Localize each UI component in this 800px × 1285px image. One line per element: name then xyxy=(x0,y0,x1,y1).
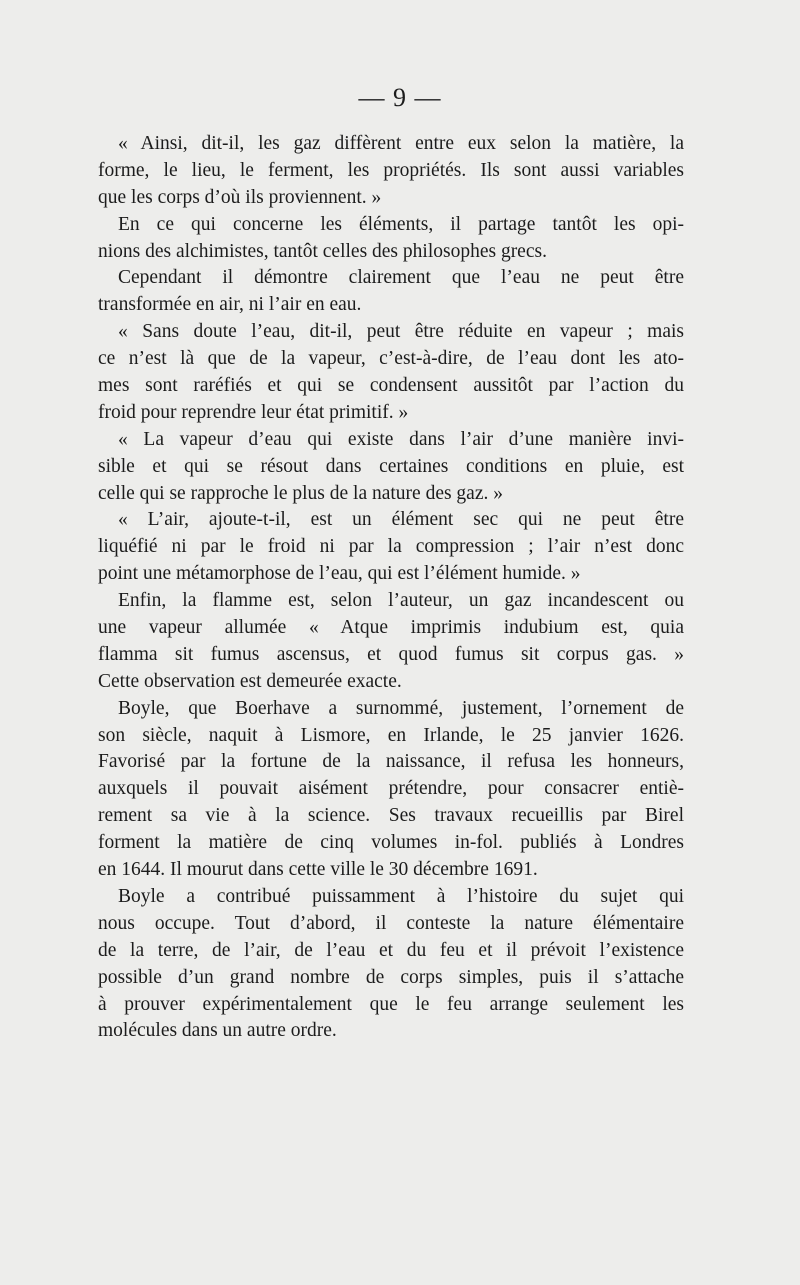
text-line: celle qui se rapproche le plus de la nature des gaz. » xyxy=(98,482,503,504)
text-line: nions des alchimistes, tantôt celles des philosophes grecs. xyxy=(98,240,547,262)
text-line: que les corps d’où ils proviennent. » xyxy=(98,186,382,208)
text-line: une vapeur allumée « Atque imprimis indubium est, quia xyxy=(98,617,684,639)
text-line: de la terre, de l’air, de l’eau et du feu et il prévoit l’existence xyxy=(98,939,684,961)
text-line: ce n’est là que de la vapeur, c’est-à-dire, de l’eau dont les ato- xyxy=(98,348,684,370)
text-line: En ce qui concerne les éléments, il partage tantôt les opi- xyxy=(118,213,684,235)
text-line: forment la matière de cinq volumes in-fol. publiés à Londres xyxy=(98,832,684,854)
text-line: « Ainsi, dit-il, les gaz diffèrent entre eux selon la matière, la xyxy=(118,133,684,154)
text-line: « Sans doute l’eau, dit-il, peut être réduite en vapeur ; mais xyxy=(118,321,684,343)
page-number: — 9 — xyxy=(358,83,442,112)
text-line: Cette observation est demeurée exacte. xyxy=(98,670,402,692)
text-line: Boyle, que Boerhave a surnommé, justement, l’ornement de xyxy=(118,697,684,719)
text-line: froid pour reprendre leur état primitif. » xyxy=(98,401,409,423)
text-line: « La vapeur d’eau qui existe dans l’air d’une manière invi- xyxy=(118,428,684,450)
text-line: nous occupe. Tout d’abord, il conteste la nature élémentaire xyxy=(98,912,684,934)
body-text xyxy=(98,131,684,1045)
text-line: en 1644. Il mourut dans cette ville le 30 décembre 1691. xyxy=(98,859,538,881)
text-line: auxquels il pouvait aisément prétendre, pour consacrer entiè- xyxy=(98,778,684,800)
text-line: Favorisé par la fortune de la naissance, il refusa les honneurs, xyxy=(98,751,684,773)
text-line: flamma sit fumus ascensus, et quod fumus sit corpus gas. » xyxy=(98,643,684,665)
text-line: sible et qui se résout dans certaines conditions en pluie, est xyxy=(98,455,684,477)
text-line: point une métamorphose de l’eau, qui est l’élément humide. » xyxy=(98,563,581,585)
text-line: molécules dans un autre ordre. xyxy=(98,1020,337,1042)
text-line: « L’air, ajoute-t-il, est un élément sec qui ne peut être xyxy=(118,509,684,531)
text-line: Boyle a contribué puissamment à l’histoire du sujet qui xyxy=(118,885,684,907)
text-line: Enfin, la flamme est, selon l’auteur, un gaz incandescent ou xyxy=(118,590,684,612)
text-line: rement sa vie à la science. Ses travaux recueillis par Birel xyxy=(98,805,684,827)
text-line: possible d’un grand nombre de corps simples, puis il s’attache xyxy=(98,966,684,988)
text-line: liquéfié ni par le froid ni par la compression ; l’air n’est donc xyxy=(98,536,684,558)
text-line: mes sont raréfiés et qui se condensent aussitôt par l’action du xyxy=(98,375,684,397)
text-line: son siècle, naquit à Lismore, en Irlande, le 25 janvier 1626. xyxy=(98,724,684,746)
text-line: à prouver expérimentalement que le feu arrange seulement les xyxy=(98,993,684,1015)
text-line: forme, le lieu, le ferment, les propriétés. Ils sont aussi variables xyxy=(98,159,684,181)
text-line: transformée en air, ni l’air en eau. xyxy=(98,294,362,316)
text-line: Cependant il démontre clairement que l’eau ne peut être xyxy=(118,267,684,289)
